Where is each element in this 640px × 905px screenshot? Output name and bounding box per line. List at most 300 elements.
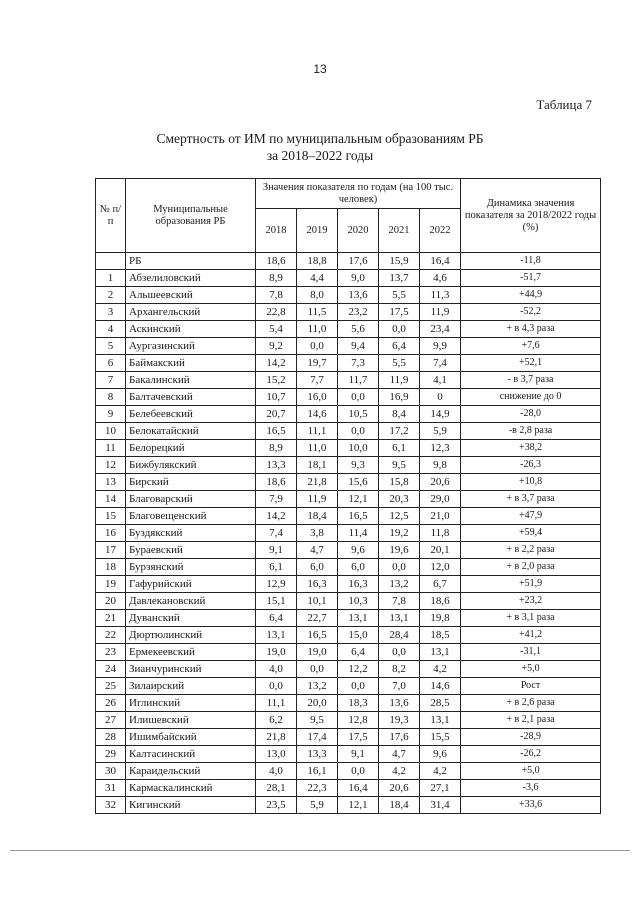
year-value: 11,1 <box>297 423 338 440</box>
table-row <box>96 797 601 814</box>
row-number: 9 <box>96 406 126 423</box>
dynamics-value: -51,7 <box>461 270 601 287</box>
year-value: 18,6 <box>256 474 297 491</box>
year-value: 8,9 <box>256 270 297 287</box>
year-value: 21,0 <box>420 508 461 525</box>
year-value: 11,9 <box>379 372 420 389</box>
row-number: 17 <box>96 542 126 559</box>
year-value: 10,3 <box>338 593 379 610</box>
year-value: 12,9 <box>256 576 297 593</box>
year-value: 16,1 <box>297 763 338 780</box>
year-value: 13,2 <box>379 576 420 593</box>
year-value: 8,0 <box>297 287 338 304</box>
year-value: 0,0 <box>297 338 338 355</box>
table-row <box>96 406 601 423</box>
year-value: 18,4 <box>297 508 338 525</box>
year-value: 7,3 <box>338 355 379 372</box>
table-row <box>96 270 601 287</box>
year-value: 5,5 <box>379 287 420 304</box>
year-value: 13,6 <box>338 287 379 304</box>
year-value: 4,7 <box>379 746 420 763</box>
table-row <box>96 508 601 525</box>
year-value: 18,5 <box>420 627 461 644</box>
year-value: 11,0 <box>297 440 338 457</box>
municipality-name: Альшеевский <box>126 287 256 304</box>
year-value: 15,2 <box>256 372 297 389</box>
row-number: 23 <box>96 644 126 661</box>
year-value: 21,8 <box>297 474 338 491</box>
year-value: 0 <box>420 389 461 406</box>
year-value: 4,0 <box>256 661 297 678</box>
year-value: 11,5 <box>297 304 338 321</box>
row-number: 26 <box>96 695 126 712</box>
table-row <box>96 661 601 678</box>
mortality-table <box>95 178 601 814</box>
year-value: 0,0 <box>338 423 379 440</box>
dynamics-value: -52,2 <box>461 304 601 321</box>
dynamics-value: + в 3,1 раза <box>461 610 601 627</box>
year-value: 7,4 <box>256 525 297 542</box>
year-value: 0,0 <box>338 678 379 695</box>
year-value: 7,0 <box>379 678 420 695</box>
municipality-name: Илишевский <box>126 712 256 729</box>
year-value: 27,1 <box>420 780 461 797</box>
municipality-name: РБ <box>126 253 256 270</box>
dynamics-value: +5,0 <box>461 661 601 678</box>
year-value: 7,8 <box>379 593 420 610</box>
municipality-name: Белокатайский <box>126 423 256 440</box>
year-value: 13,1 <box>379 610 420 627</box>
year-value: 15,5 <box>420 729 461 746</box>
header-num: № п/п <box>96 179 126 253</box>
year-value: 15,8 <box>379 474 420 491</box>
row-number: 21 <box>96 610 126 627</box>
dynamics-value: +41,2 <box>461 627 601 644</box>
year-value: 5,5 <box>379 355 420 372</box>
year-value: 28,1 <box>256 780 297 797</box>
year-value: 10,0 <box>338 440 379 457</box>
year-value: 9,0 <box>338 270 379 287</box>
year-value: 7,9 <box>256 491 297 508</box>
year-value: 16,0 <box>297 389 338 406</box>
row-number: 16 <box>96 525 126 542</box>
municipality-name: Ермекеевский <box>126 644 256 661</box>
year-value: 9,6 <box>338 542 379 559</box>
year-value: 16,4 <box>338 780 379 797</box>
year-value: 9,6 <box>420 746 461 763</box>
year-value: 0,0 <box>297 661 338 678</box>
dynamics-value: +5,0 <box>461 763 601 780</box>
year-value: 18,4 <box>379 797 420 814</box>
municipality-name: Бакалинский <box>126 372 256 389</box>
year-value: 4,4 <box>297 270 338 287</box>
row-number: 6 <box>96 355 126 372</box>
row-number: 24 <box>96 661 126 678</box>
year-value: 14,6 <box>420 678 461 695</box>
municipality-name: Дуванский <box>126 610 256 627</box>
table-row <box>96 338 601 355</box>
dynamics-value: -3,6 <box>461 780 601 797</box>
year-value: 0,0 <box>338 389 379 406</box>
year-value: 11,8 <box>420 525 461 542</box>
year-value: 10,1 <box>297 593 338 610</box>
table-row <box>96 491 601 508</box>
table-row <box>96 525 601 542</box>
year-value: 8,4 <box>379 406 420 423</box>
year-value: 10,5 <box>338 406 379 423</box>
row-number: 25 <box>96 678 126 695</box>
row-number: 31 <box>96 780 126 797</box>
year-value: 12,1 <box>338 491 379 508</box>
municipality-name: Бураевский <box>126 542 256 559</box>
year-value: 4,1 <box>420 372 461 389</box>
row-number: 14 <box>96 491 126 508</box>
year-value: 13,3 <box>256 457 297 474</box>
row-number: 2 <box>96 287 126 304</box>
dynamics-value: -11,8 <box>461 253 601 270</box>
dynamics-value: +51,9 <box>461 576 601 593</box>
year-value: 0,0 <box>379 321 420 338</box>
year-value: 9,3 <box>338 457 379 474</box>
dynamics-value: +7,6 <box>461 338 601 355</box>
header-year: 2018 <box>256 209 297 253</box>
year-value: 23,4 <box>420 321 461 338</box>
year-value: 19,2 <box>379 525 420 542</box>
page-divider <box>10 850 630 851</box>
year-value: 12,2 <box>338 661 379 678</box>
year-value: 6,2 <box>256 712 297 729</box>
year-value: 18,6 <box>256 253 297 270</box>
year-value: 6,4 <box>338 644 379 661</box>
dynamics-value: -28,9 <box>461 729 601 746</box>
municipality-name: Иглинский <box>126 695 256 712</box>
year-value: 23,2 <box>338 304 379 321</box>
row-number: 12 <box>96 457 126 474</box>
header-year: 2019 <box>297 209 338 253</box>
year-value: 13,0 <box>256 746 297 763</box>
table-title <box>0 130 640 164</box>
row-number: 18 <box>96 559 126 576</box>
year-value: 12,5 <box>379 508 420 525</box>
year-value: 4,7 <box>297 542 338 559</box>
table-body <box>96 253 601 814</box>
year-value: 20,3 <box>379 491 420 508</box>
year-value: 13,1 <box>256 627 297 644</box>
row-number: 10 <box>96 423 126 440</box>
year-value: 16,5 <box>297 627 338 644</box>
year-value: 16,5 <box>338 508 379 525</box>
year-value: 11,1 <box>256 695 297 712</box>
row-number: 29 <box>96 746 126 763</box>
municipality-name: Белорецкий <box>126 440 256 457</box>
year-value: 0,0 <box>256 678 297 695</box>
header-year: 2020 <box>338 209 379 253</box>
municipality-name: Абзелиловский <box>126 270 256 287</box>
table-row <box>96 695 601 712</box>
table-row <box>96 780 601 797</box>
year-value: 20,0 <box>297 695 338 712</box>
year-value: 3,8 <box>297 525 338 542</box>
table-row <box>96 253 601 270</box>
year-value: 13,1 <box>420 644 461 661</box>
year-value: 28,5 <box>420 695 461 712</box>
year-value: 4,6 <box>420 270 461 287</box>
year-value: 7,8 <box>256 287 297 304</box>
year-value: 19,8 <box>420 610 461 627</box>
year-value: 7,7 <box>297 372 338 389</box>
year-value: 18,8 <box>297 253 338 270</box>
year-value: 16,5 <box>256 423 297 440</box>
year-value: 12,1 <box>338 797 379 814</box>
dynamics-value: + в 2,2 раза <box>461 542 601 559</box>
year-value: 12,8 <box>338 712 379 729</box>
year-value: 11,7 <box>338 372 379 389</box>
year-value: 11,9 <box>420 304 461 321</box>
municipality-name: Зилаирский <box>126 678 256 695</box>
year-value: 4,2 <box>420 763 461 780</box>
year-value: 16,4 <box>420 253 461 270</box>
year-value: 5,9 <box>420 423 461 440</box>
dynamics-value: + в 3,7 раза <box>461 491 601 508</box>
year-value: 14,2 <box>256 508 297 525</box>
municipality-name: Бижбулякский <box>126 457 256 474</box>
dynamics-value: -26,3 <box>461 457 601 474</box>
year-value: 13,1 <box>338 610 379 627</box>
row-number: 4 <box>96 321 126 338</box>
table-row <box>96 576 601 593</box>
year-value: 6,7 <box>420 576 461 593</box>
year-value: 29,0 <box>420 491 461 508</box>
dynamics-value: снижение до 0 <box>461 389 601 406</box>
year-value: 8,9 <box>256 440 297 457</box>
dynamics-value: + в 4,3 раза <box>461 321 601 338</box>
header-municipality: Муниципальные образования РБ <box>126 179 256 253</box>
table-row <box>96 559 601 576</box>
year-value: 13,1 <box>420 712 461 729</box>
year-value: 20,7 <box>256 406 297 423</box>
year-value: 9,8 <box>420 457 461 474</box>
year-value: 18,3 <box>338 695 379 712</box>
municipality-name: Давлекановский <box>126 593 256 610</box>
table-row <box>96 729 601 746</box>
dynamics-value: +52,1 <box>461 355 601 372</box>
year-value: 7,4 <box>420 355 461 372</box>
table-row <box>96 389 601 406</box>
dynamics-value: +47,9 <box>461 508 601 525</box>
year-value: 9,1 <box>338 746 379 763</box>
title-line-2: за 2018–2022 годы <box>266 148 374 163</box>
dynamics-value: +33,6 <box>461 797 601 814</box>
year-value: 0,0 <box>379 559 420 576</box>
dynamics-value: -в 2,8 раза <box>461 423 601 440</box>
year-value: 0,0 <box>338 763 379 780</box>
year-value: 17,5 <box>379 304 420 321</box>
year-value: 22,3 <box>297 780 338 797</box>
year-value: 12,3 <box>420 440 461 457</box>
year-value: 18,1 <box>297 457 338 474</box>
municipality-name: Дюртюлинский <box>126 627 256 644</box>
year-value: 4,2 <box>420 661 461 678</box>
row-number: 15 <box>96 508 126 525</box>
year-value: 28,4 <box>379 627 420 644</box>
municipality-name: Бурзянский <box>126 559 256 576</box>
row-number: 5 <box>96 338 126 355</box>
municipality-name: Баймакский <box>126 355 256 372</box>
page-number: 13 <box>313 62 327 76</box>
year-value: 14,2 <box>256 355 297 372</box>
year-value: 15,9 <box>379 253 420 270</box>
municipality-name: Благоварский <box>126 491 256 508</box>
table-row <box>96 321 601 338</box>
year-value: 20,1 <box>420 542 461 559</box>
year-value: 11,9 <box>297 491 338 508</box>
year-value: 15,6 <box>338 474 379 491</box>
year-value: 17,2 <box>379 423 420 440</box>
year-value: 9,5 <box>379 457 420 474</box>
table-row <box>96 678 601 695</box>
municipality-name: Аскинский <box>126 321 256 338</box>
year-value: 6,1 <box>379 440 420 457</box>
dynamics-value: + в 2,1 раза <box>461 712 601 729</box>
municipality-name: Кармаскалинский <box>126 780 256 797</box>
header-year: 2022 <box>420 209 461 253</box>
year-value: 19,3 <box>379 712 420 729</box>
dynamics-value: +10,8 <box>461 474 601 491</box>
municipality-name: Ишимбайский <box>126 729 256 746</box>
municipality-name: Архангельский <box>126 304 256 321</box>
municipality-name: Зианчуринский <box>126 661 256 678</box>
dynamics-value: +59,4 <box>461 525 601 542</box>
dynamics-value: +38,2 <box>461 440 601 457</box>
table-row <box>96 542 601 559</box>
row-number: 30 <box>96 763 126 780</box>
dynamics-value: +44,9 <box>461 287 601 304</box>
municipality-name: Аургазинский <box>126 338 256 355</box>
dynamics-value: - в 3,7 раза <box>461 372 601 389</box>
year-value: 6,1 <box>256 559 297 576</box>
year-value: 15,1 <box>256 593 297 610</box>
year-value: 5,9 <box>297 797 338 814</box>
row-number: 32 <box>96 797 126 814</box>
year-value: 4,2 <box>379 763 420 780</box>
row-number: 19 <box>96 576 126 593</box>
table-row <box>96 355 601 372</box>
row-number: 27 <box>96 712 126 729</box>
year-value: 22,7 <box>297 610 338 627</box>
year-value: 9,5 <box>297 712 338 729</box>
year-value: 6,4 <box>256 610 297 627</box>
year-value: 31,4 <box>420 797 461 814</box>
year-value: 6,4 <box>379 338 420 355</box>
table-row <box>96 474 601 491</box>
row-number: 1 <box>96 270 126 287</box>
table-row <box>96 372 601 389</box>
year-value: 4,0 <box>256 763 297 780</box>
dynamics-value: +23,2 <box>461 593 601 610</box>
table-row <box>96 712 601 729</box>
municipality-name: Балтачевский <box>126 389 256 406</box>
dynamics-value: -28,0 <box>461 406 601 423</box>
header-values-group: Значения показателя по годам (на 100 тыс. человек) <box>256 179 461 209</box>
year-value: 20,6 <box>420 474 461 491</box>
header-year: 2021 <box>379 209 420 253</box>
row-number: 22 <box>96 627 126 644</box>
year-value: 12,0 <box>420 559 461 576</box>
year-value: 11,4 <box>338 525 379 542</box>
table-row <box>96 746 601 763</box>
table-row <box>96 593 601 610</box>
table-row <box>96 423 601 440</box>
year-value: 5,4 <box>256 321 297 338</box>
row-number: 7 <box>96 372 126 389</box>
row-number: 11 <box>96 440 126 457</box>
municipality-name: Караидельский <box>126 763 256 780</box>
year-value: 18,6 <box>420 593 461 610</box>
year-value: 16,3 <box>338 576 379 593</box>
year-value: 11,3 <box>420 287 461 304</box>
table-row <box>96 610 601 627</box>
year-value: 23,5 <box>256 797 297 814</box>
row-number: 20 <box>96 593 126 610</box>
year-value: 6,0 <box>338 559 379 576</box>
municipality-name: Буздякский <box>126 525 256 542</box>
table-label: Таблица 7 <box>536 97 592 112</box>
table-row <box>96 304 601 321</box>
year-value: 13,6 <box>379 695 420 712</box>
year-value: 9,1 <box>256 542 297 559</box>
table-row <box>96 763 601 780</box>
table-row <box>96 287 601 304</box>
table-row <box>96 457 601 474</box>
municipality-name: Белебеевский <box>126 406 256 423</box>
year-value: 20,6 <box>379 780 420 797</box>
dynamics-value: Рост <box>461 678 601 695</box>
row-number: 8 <box>96 389 126 406</box>
table-row <box>96 644 601 661</box>
municipality-name: Калтасинский <box>126 746 256 763</box>
year-value: 13,3 <box>297 746 338 763</box>
year-value: 14,9 <box>420 406 461 423</box>
year-value: 19,0 <box>297 644 338 661</box>
row-number <box>96 253 126 270</box>
year-value: 17,4 <box>297 729 338 746</box>
year-value: 13,7 <box>379 270 420 287</box>
dynamics-value: + в 2,6 раза <box>461 695 601 712</box>
title-line-1: Смертность от ИМ по муниципальным образованиям РБ <box>156 131 484 146</box>
year-value: 14,6 <box>297 406 338 423</box>
municipality-name: Гафурийский <box>126 576 256 593</box>
year-value: 16,3 <box>297 576 338 593</box>
table-row <box>96 440 601 457</box>
year-value: 15,0 <box>338 627 379 644</box>
year-value: 17,5 <box>338 729 379 746</box>
year-value: 9,4 <box>338 338 379 355</box>
dynamics-value: + в 2,0 раза <box>461 559 601 576</box>
year-value: 10,7 <box>256 389 297 406</box>
year-value: 11,0 <box>297 321 338 338</box>
table-row <box>96 627 601 644</box>
year-value: 0,0 <box>379 644 420 661</box>
municipality-name: Бирский <box>126 474 256 491</box>
year-value: 5,6 <box>338 321 379 338</box>
row-number: 28 <box>96 729 126 746</box>
year-value: 17,6 <box>338 253 379 270</box>
dynamics-value: -31,1 <box>461 644 601 661</box>
year-value: 17,6 <box>379 729 420 746</box>
header-dynamics: Динамика значения показателя за 2018/2022 годы (%) <box>461 179 601 253</box>
year-value: 16,9 <box>379 389 420 406</box>
year-value: 22,8 <box>256 304 297 321</box>
